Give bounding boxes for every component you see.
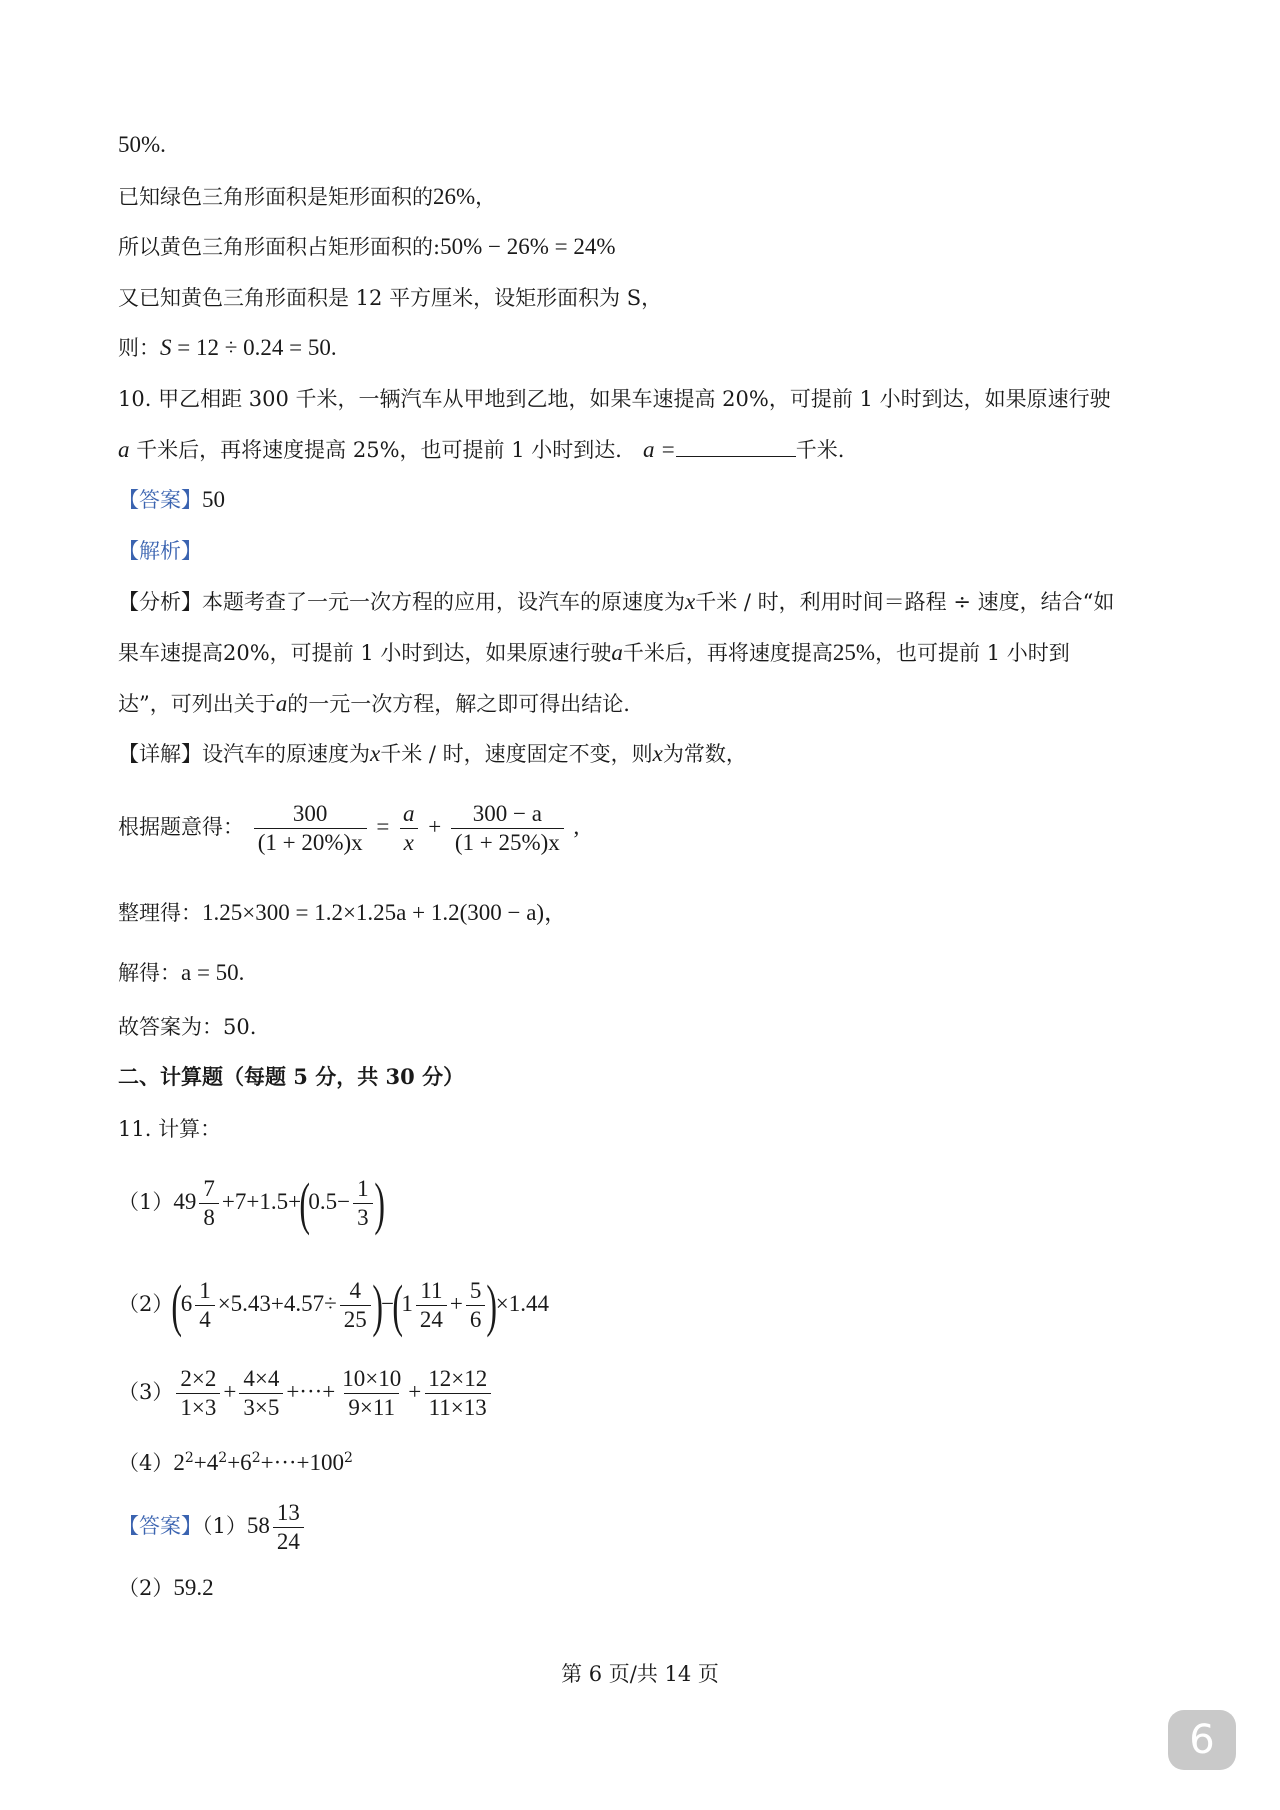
xiangjie-line1: 【详解】设汽车的原速度为x千米 / 时，速度固定不变，则x为常数， <box>118 741 747 766</box>
fraction: $\frac{1}{4}$ <box>195 1277 215 1334</box>
fraction: $\frac{a}{x}$ <box>399 800 419 857</box>
analysis-label: 【解析】 <box>118 539 202 563</box>
fraction: $\frac{300 - a}{(1 + 25\%)x}$ <box>451 800 564 857</box>
page-footer: 第 6 页/共 14 页 <box>561 1662 719 1686</box>
equation-line: 根据题意得： $\frac{300}{(1 + 20\%)x}$ = $\frac{a}{x}$ + $\frac{300 - a}{(1 + 25\%)x}$ , <box>118 801 580 855</box>
page-number-badge[interactable]: 6 <box>1168 1710 1236 1770</box>
text-line: 整理得：1.25×300 = 1.2×1.25a + 1.2(300 − a)， <box>118 900 568 925</box>
fraction: $\frac{300}{(1 + 20\%)x}$ <box>254 800 367 857</box>
question-10-line2: a 千米后，再将速度提高 25%，也可提前 1 小时到达． a = 千米. <box>118 434 844 465</box>
q11-part1: （1）49 $\frac{7}{8}$ +7+1.5+(0.5− $\frac{1}{3}$ ) <box>118 1170 385 1236</box>
fraction: $\frac{5}{6}$ <box>466 1277 486 1334</box>
answer-10: 【答案】50 <box>118 487 225 512</box>
q11-part3: （3） $\frac{2\times 2}{1\times 3}$ + $\frac{4\times 4}{3\times 5}$ +···+ $\frac{10\times 10}{9\times 11}$ + $\frac{12\times 12}{11\times 13}$ <box>118 1360 494 1424</box>
fraction: $\frac{10\times 10}{9\times 11}$ <box>342 1366 402 1420</box>
fenxi-line1: 【分析】本题考查了一元一次方程的应用，设汽车的原速度为x千米 / 时，利用时间＝路程 ÷ 速度，结合“如 <box>118 589 1115 614</box>
q11-part4: $(4)2^2+4^2+6^2+\cdot\cdot\cdot+100^2$ <box>118 1450 353 1475</box>
fraction: $\frac{11}{24}$ <box>416 1277 447 1334</box>
answer-blank <box>676 434 796 457</box>
fraction: $\frac{2\times 2}{1\times 3}$ <box>176 1365 220 1422</box>
fraction: $\frac{7}{8}$ <box>199 1175 219 1232</box>
fraction: $\frac{4}{25}$ <box>340 1277 371 1334</box>
q11-part2: （2）(6 $\frac{1}{4}$ ×5.43+4.57÷ $\frac{4}{25}$ )−(1 $\frac{11}{24}$ + $\frac{5}{6}$ )×1.44 <box>118 1272 549 1338</box>
answer-11: 【答案】（1）58 $\frac{13}{24}$ <box>118 1494 307 1558</box>
fraction: $\frac{13}{24}$ <box>273 1499 304 1556</box>
text-line: 则：S = 12 ÷ 0.24 = 50. <box>118 335 337 360</box>
text-line: 50%. <box>118 132 166 157</box>
text-line: 又已知黄色三角形面积是 12 平方厘米，设矩形面积为 S， <box>118 286 663 310</box>
text-line: 故答案为：50. <box>118 1015 257 1039</box>
section-heading: 二、计算题（每题 5 分，共 30 分） <box>118 1064 465 1089</box>
answer-11-part2: （2）59.2 <box>118 1575 214 1600</box>
text-line: 所以黄色三角形面积占矩形面积的:50% − 26% = 24% <box>118 234 616 259</box>
text-line: 解得：a = 50. <box>118 960 245 985</box>
question-10-line1: 10. 甲乙相距 300 千米，一辆汽车从甲地到乙地，如果车速提高 20%，可提前 1 小时到达，如果原速行驶 <box>118 387 1111 411</box>
fraction: $\frac{1}{3}$ <box>353 1175 373 1232</box>
fraction: $\frac{12\times 12}{11\times 13}$ <box>424 1365 491 1422</box>
text-line: 已知绿色三角形面积是矩形面积的26%， <box>118 184 497 209</box>
question-11-stem: 11. 计算： <box>118 1117 222 1141</box>
fraction: $\frac{4\times 4}{3\times 5}$ <box>239 1365 283 1422</box>
fenxi-line3: 达”，可列出关于a的一元一次方程，解之即可得出结论. <box>118 691 630 716</box>
fenxi-line2: 果车速提高20%，可提前 1 小时到达，如果原速行驶a千米后，再将速度提高25%，也可提前 1 小时到 <box>118 640 1070 665</box>
